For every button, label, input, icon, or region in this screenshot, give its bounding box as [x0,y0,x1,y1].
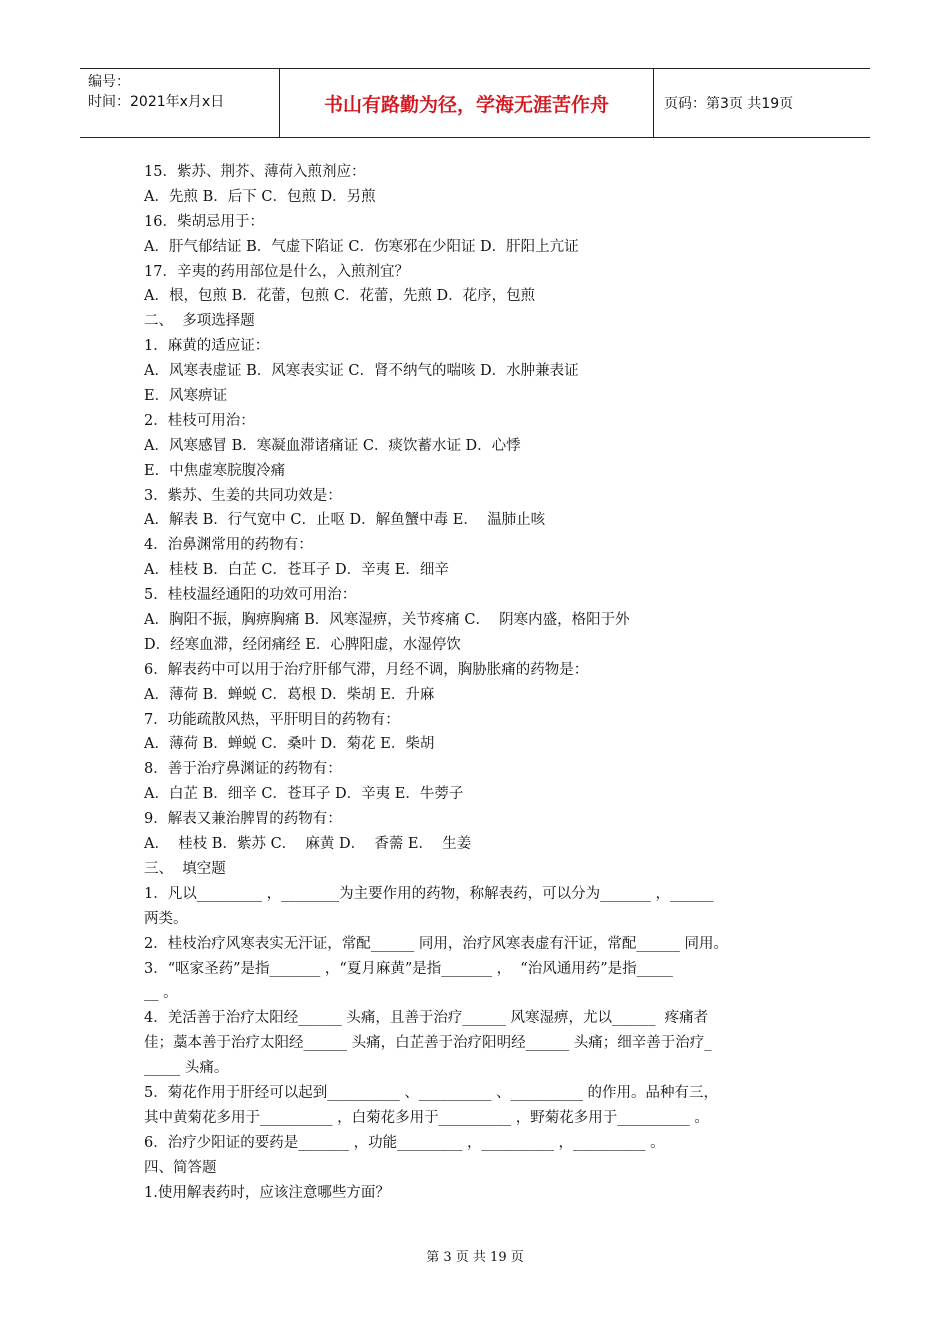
text-line: 15．紫苏、荆芥、薄荷入煎剂应： [144,164,366,180]
text-line: A．桂枝 B．白芷 C．苍耳子 D．辛夷 E．细辛 [144,562,449,579]
time-label: 时间：2021年x月x日 [88,94,225,110]
text-line: A．胸阳不振，胸痹胸痛 B．风寒湿痹，关节疼痛 C． 阴寒内盛，格阳于外 [144,612,630,629]
text-line: 三、 填空题 [144,860,226,877]
text-line: 1．麻黄的适应证： [144,338,270,355]
document-body [144,160,834,1205]
text-line: 3．“呕家圣药”是指_______ ，“夏月麻黄”是指_______ ， “治风通用药”是指_____ [144,960,673,977]
text-line: 1．凡以_________ ，________为主要作用的药物，称解表药，可以分为_______ ，______ [144,885,714,902]
text-line: A．肝气郁结证 B．气虚下陷证 C．伤寒邪在少阳证 D．肝阳上亢证 [144,238,579,255]
text-line: __ 。 [144,985,178,1002]
text-line: 两类。 [144,910,188,927]
text-line: 8．善于治疗鼻渊证的药物有： [144,761,342,778]
text-line: 4．治鼻渊常用的药物有： [144,537,313,554]
text-line: A．白芷 B．细辛 C．苍耳子 D．辛夷 E．牛蒡子 [144,786,464,803]
text-line: 3．紫苏、生姜的共同功效是： [144,487,342,504]
text-line: 5．桂枝温经通阳的功效可用治： [144,587,357,604]
page-label: 页码：第3页 共19页 [664,96,794,112]
text-line: 1.使用解表药时，应该注意哪些方面？ [144,1184,390,1201]
text-line: A．风寒表虚证 B．风寒表实证 C．肾不纳气的喘咳 D．水肿兼表证 [144,363,579,380]
text-line: 16．柴胡忌用于： [144,213,264,230]
text-line: 5．菊花作用于肝经可以起到__________ 、__________ 、__________ 的作用。品种有三， [144,1084,719,1101]
text-line: _____ 头痛。 [144,1060,229,1077]
text-line: 9．解表又兼治脾胃的药物有： [144,811,342,828]
text-line: 佳；藁本善于治疗太阳经______ 头痛，白芷善于治疗阳明经______ 头痛；细辛善于治疗_ [144,1035,712,1052]
text-line: A． 桂枝 B．紫苏 C． 麻黄 D． 香薷 E． 生姜 [144,836,472,853]
text-line: E．风寒痹证 [144,388,228,405]
text-line: A．薄荷 B．蝉蜕 C．葛根 D．柴胡 E．升麻 [144,686,435,703]
text-line: A．根，包煎 B．花蕾，包煎 C．花蕾，先煎 D．花序，包煎 [144,288,536,305]
text-line: 四、简答题 [144,1159,217,1176]
text-line: 4．羌活善于治疗太阳经______ 头痛，且善于治疗______ 风寒湿痹，尤以______ 疼痛者 [144,1010,709,1027]
motto: 书山有路勤为径，学海无涯苦作舟 [280,69,654,137]
code-label: 编号： [88,74,130,90]
text-line: 7．功能疏散风热，平肝明目的药物有： [144,711,400,728]
text-line: A．风寒感冒 B．寒凝血滞诸痛证 C．痰饮蓄水证 D．心悸 [144,437,521,454]
header-meta [80,69,280,137]
text-line: 2．桂枝可用治： [144,412,255,429]
text-line: 6．治疗少阳证的要药是_______ ，功能_________ ，__________ ，__________ 。 [144,1134,665,1151]
text-line: 6．解表药中可以用于治疗肝郁气滞，月经不调，胸胁胀痛的药物是： [144,661,589,678]
text-line: 二、 多项选择题 [144,313,255,330]
text-line: A．薄荷 B．蝉蜕 C．桑叶 D．菊花 E．柴胡 [144,736,435,753]
text-line: A．先煎 B．后下 C．包煎 D．另煎 [144,188,376,205]
text-line: 其中黄菊花多用于__________ ，白菊花多用于__________ ，野菊花多用于__________ 。 [144,1109,709,1126]
text-line: A．解表 B．行气宽中 C．止呕 D．解鱼蟹中毒 E． 温肺止咳 [144,512,546,529]
text-line: 2．桂枝治疗风寒表实无汗证，常配______ 同用，治疗风寒表虚有汗证，常配______ 同用。 [144,935,728,952]
text-line: D．经寒血滞，经闭痛经 E．心脾阳虚，水湿停饮 [144,636,461,653]
page-header [80,68,870,138]
text-line: E．中焦虚寒脘腹冷痛 [144,462,286,479]
page-footer: 第 3 页 共 19 页 [426,1250,524,1265]
text-line: 17．辛夷的药用部位是什么，入煎剂宜？ [144,263,409,280]
